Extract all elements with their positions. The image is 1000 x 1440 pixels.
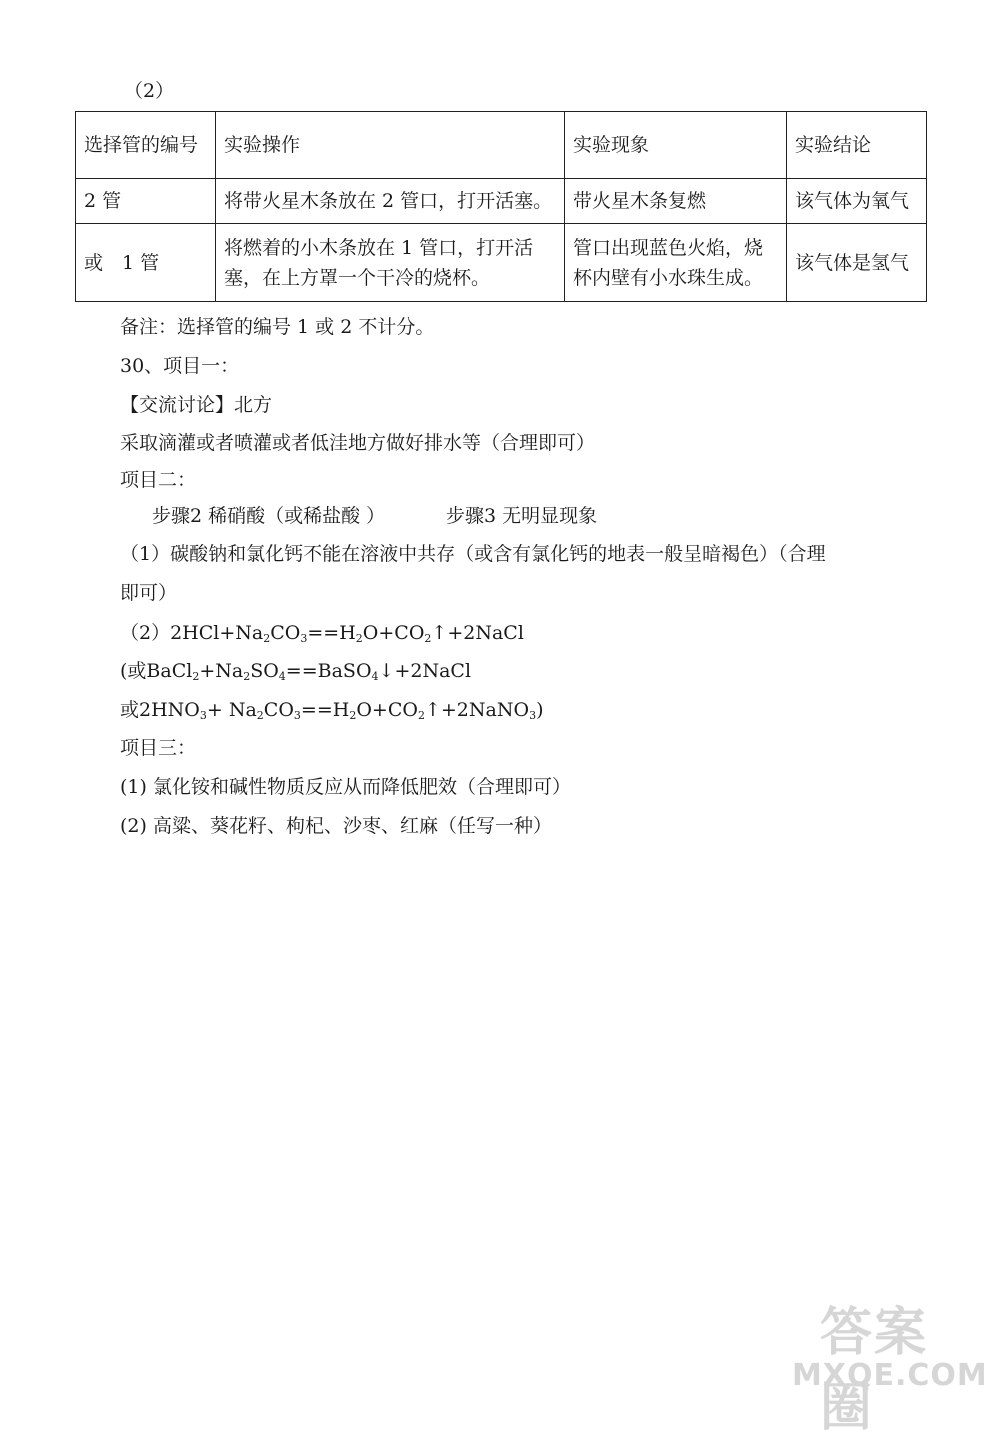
experiment-table (75, 111, 927, 302)
equation-2: (或$BaCl_2+Na_2SO_4==BaSO_4↓+2NaCl$ (120, 660, 472, 683)
section-label: （2） (124, 80, 175, 102)
table-cell: 该气体是氢气 (787, 224, 927, 302)
table-cell: 该气体为氧气 (787, 179, 927, 224)
table-header-row (76, 112, 927, 179)
table-note: 备注：选择管的编号 1 或 2 不计分。 (120, 316, 435, 338)
step-3-answer: 步骤3 无明显现象 (446, 505, 598, 527)
watermark-site: MXQE.COM (792, 1358, 988, 1393)
question-30-title: 30、项目一： (120, 355, 240, 377)
table-row (76, 179, 927, 224)
table-cell: 或 1 管 (76, 224, 216, 302)
table-cell: 将带火星木条放在 2 管口，打开活塞。 (216, 179, 565, 224)
equation-3: 或$2HNO_3+$ $Na_2CO_3==H_2O+CO_2↑+2NaNO_3$) (120, 699, 544, 722)
table-header-cell: 实验操作 (216, 112, 565, 179)
project-2-title: 项目二： (120, 469, 197, 491)
table-header-cell: 实验现象 (565, 112, 787, 179)
equation-1: $(2)2HCl+Na_2CO_3==H_2O+CO_2↑+2NaCl$ (120, 622, 524, 645)
project-3-answer-1: (1) 氯化铵和碱性物质反应从而降低肥效（合理即可） (120, 776, 571, 798)
answer-1-line-2: 即可） (120, 582, 178, 604)
table-header-cell: 实验结论 (787, 112, 927, 179)
table-cell: 将燃着的小木条放在 1 管口，打开活塞，在上方罩一个干冷的烧杯。 (216, 224, 565, 302)
project-3-title: 项目三： (120, 737, 197, 759)
table-row (76, 224, 927, 302)
table-header-cell: 选择管的编号 (76, 112, 216, 179)
watermark-logo: 答案圈 (820, 1303, 929, 1438)
measure-answer: 采取滴灌或者喷灌或者低洼地方做好排水等（合理即可） (120, 432, 596, 454)
discussion-answer: 【交流讨论】北方 (120, 394, 273, 416)
step-2-answer: 步骤2 稀硝酸（或稀盐酸 ） (152, 505, 386, 527)
answer-1-line-1: （1）碳酸钠和氯化钙不能在溶液中共存（或含有氯化钙的地表一般呈暗褐色）（合理 (120, 543, 826, 565)
table-cell: 管口出现蓝色火焰，烧杯内壁有小水珠生成。 (565, 224, 787, 302)
watermark (780, 1290, 988, 1438)
table-cell: 2 管 (76, 179, 216, 224)
table-cell: 带火星木条复燃 (565, 179, 787, 224)
project-3-answer-2: (2) 高粱、葵花籽、枸杞、沙枣、红麻（任写一种） (120, 815, 552, 837)
